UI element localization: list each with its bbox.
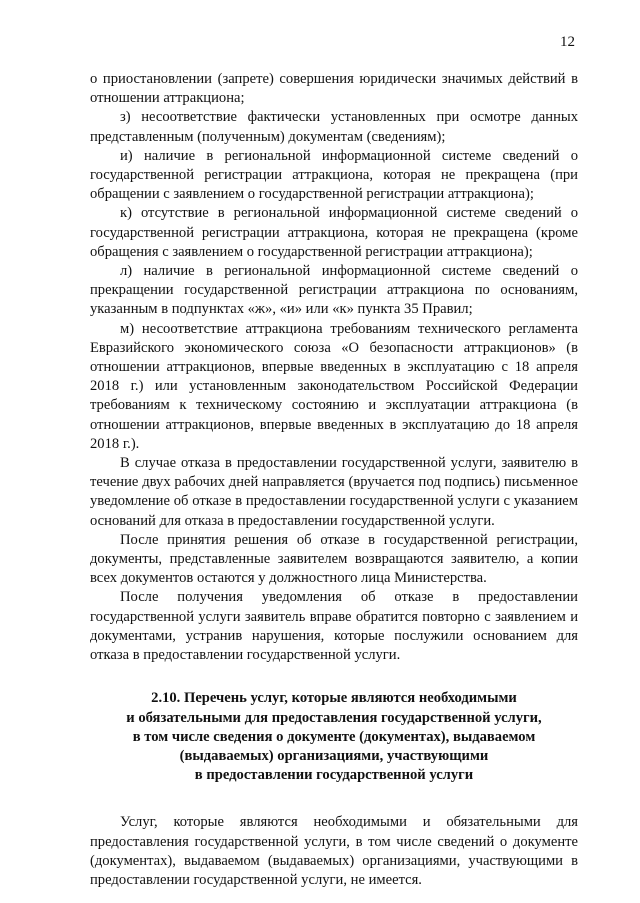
paragraph-item-z: з) несоответствие фактически установленных при осмотре данных представленным (полученным) документам (сведениям); bbox=[90, 109, 578, 145]
page-number: 12 bbox=[560, 34, 575, 50]
section-heading-line: в предоставлении государственной услуги bbox=[194, 767, 474, 784]
paragraph-item-l: л) наличие в региональной информационной системе сведений о прекращении государственной регистрации аттракциона по основаниям, указанным в подпунктах «ж», «и» или «к» пункта 35 Правил; bbox=[90, 263, 578, 318]
paragraph-reapply: После получения уведомления об отказе в предоставлении государственной услуги заявитель вправе обратится повторно с заявлением и документами, устранив нарушения, которые послужили основанием для отказа в предоставлении государственной услуги. bbox=[90, 589, 578, 664]
paragraph-continuation: о приостановлении (запрете) совершения юридически значимых действий в отношении аттракциона; bbox=[90, 71, 578, 107]
paragraph-item-i: и) наличие в региональной информационной системе сведений о государственной регистрации аттракциона, которая не прекращена (при обращении с заявлением о государственной регистрации аттракциона); bbox=[90, 147, 578, 203]
section-heading bbox=[90, 689, 578, 785]
document-body bbox=[90, 70, 578, 890]
paragraph-refusal-notice: В случае отказа в предоставлении государственной услуги, заявителю в течение двух рабочих дней направляется (вручается под подпись) письменное уведомление об отказе в предоставлении государственной услуги с указанием оснований для отказа в предоставлении государственной услуги. bbox=[90, 455, 578, 529]
section-heading-line: 2.10. Перечень услуг, которые являются необходимыми bbox=[151, 690, 517, 707]
paragraph-documents-return: После принятия решения об отказе в государственной регистрации, документы, представленные заявителем возвращаются заявителю, а копии всех документов остаются у должностного лица Министерства. bbox=[90, 531, 578, 587]
paragraph-item-m: м) несоответствие аттракциона требованиям технического регламента Евразийского экономического союза «О безопасности аттракционов» (в отношении аттракционов, впервые введенных в эксплуатацию с 18 апреля 2018 г.) или установленным законодательством Российской Федерации требованиям к техническому состоянию и эксплуатации аттракциона (в отношении аттракционов, впервые введенных в эксплуатацию до 18 апреля 2018 г.). bbox=[90, 320, 578, 452]
section-body: Услуг, которые являются необходимыми и обязательными для предоставления государственной услуги, в том числе сведений о документе (документах), выдаваемом (выдаваемых) организациями, участвующими в предоставлении государственной услуги, не имеется. bbox=[90, 814, 578, 888]
section-heading-line: и обязательными для предоставления государственной услуги, bbox=[126, 709, 542, 726]
paragraph-item-k: к) отсутствие в региональной информационной системе сведений о государственной регистрации аттракциона, которая не прекращена (кроме обращения с заявлением о государственной регистрации аттракциона); bbox=[90, 205, 578, 260]
section-heading-line: в том числе сведения о документе (документах), выдаваемом bbox=[132, 728, 536, 745]
section-heading-line: (выдаваемых) организациями, участвующими bbox=[179, 747, 489, 764]
